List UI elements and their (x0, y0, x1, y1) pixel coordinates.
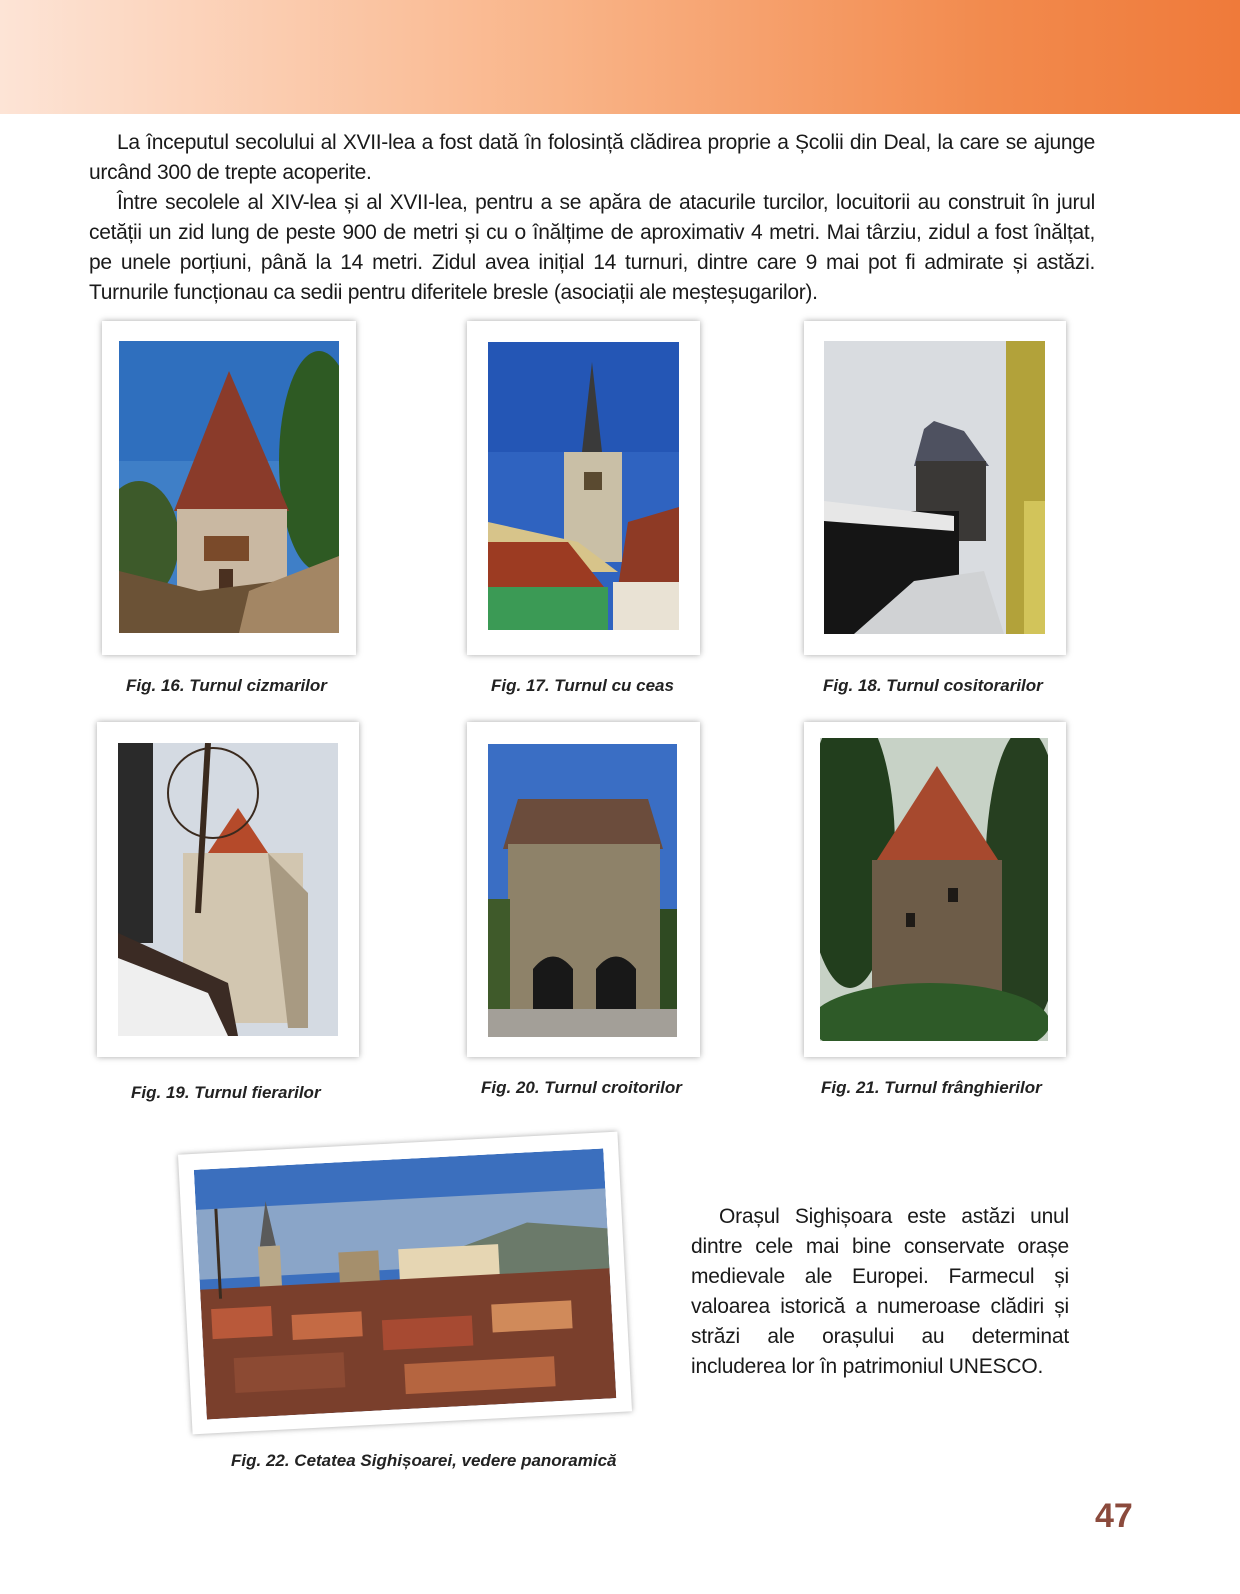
figure-22-caption: Fig. 22. Cetatea Sighișoarei, vedere panoramică (231, 1451, 617, 1470)
figure-16-frame (102, 321, 356, 655)
figure-20-frame (467, 722, 700, 1057)
figure-22-frame (178, 1132, 632, 1435)
figure-22-photo (194, 1148, 617, 1419)
figure-16-caption: Fig. 16. Turnul cizmarilor (126, 676, 327, 695)
paragraph-walls: Între secolele al XIV-lea și al XVII-lea, pentru a se apăra de atacurile turcilor, locuitorii au construit în jurul cetății un zid lung de peste 900 de metri și cu o înălțime de aproximativ 4 metri. Mai târziu, zidul a fost înălțat, pe unele porțiuni, până la 14 metri. Zidul avea inițial 14 turnuri, dintre care 9 mai pot fi admirate și astăzi. Turnurile funcționau ca sedii pentru diferitele bresle (asociații ale meșteșugarilor). (89, 191, 1095, 304)
paragraph-school: La începutul secolului al XVII-lea a fost dată în folosință clădirea proprie a Școlii din Deal, la care se ajunge urcând 300 de trepte acoperite. (89, 131, 1095, 184)
page-number: 47 (1095, 1497, 1133, 1535)
unesco-text (691, 1202, 1069, 1382)
figure-21-caption: Fig. 21. Turnul frânghierilor (821, 1078, 1042, 1097)
figure-20-photo (488, 744, 677, 1037)
intro-text (89, 128, 1095, 308)
figure-17-frame (467, 321, 700, 655)
figure-17-caption: Fig. 17. Turnul cu ceas (491, 676, 674, 695)
header-band (0, 0, 1240, 114)
figure-21-frame (804, 722, 1066, 1057)
figure-17-photo (488, 342, 679, 630)
paragraph-unesco: Orașul Sighișoara este astăzi unul dintre cele mai bine conservate orașe medievale ale Europei. Farmecul și valoarea istorică a numeroase clădiri și străzi ale orașului au determinat includerea lor în patrimoniul UNESCO. (691, 1205, 1069, 1378)
figure-21-photo (820, 738, 1048, 1041)
figure-18-caption: Fig. 18. Turnul cositorarilor (823, 676, 1043, 695)
figure-19-frame (97, 722, 359, 1057)
figure-18-frame (804, 321, 1066, 655)
figure-19-caption: Fig. 19. Turnul fierarilor (131, 1083, 321, 1102)
figure-20-caption: Fig. 20. Turnul croitorilor (481, 1078, 682, 1097)
figure-18-photo (824, 341, 1045, 634)
figure-19-photo (118, 743, 338, 1036)
figure-16-photo (119, 341, 339, 633)
